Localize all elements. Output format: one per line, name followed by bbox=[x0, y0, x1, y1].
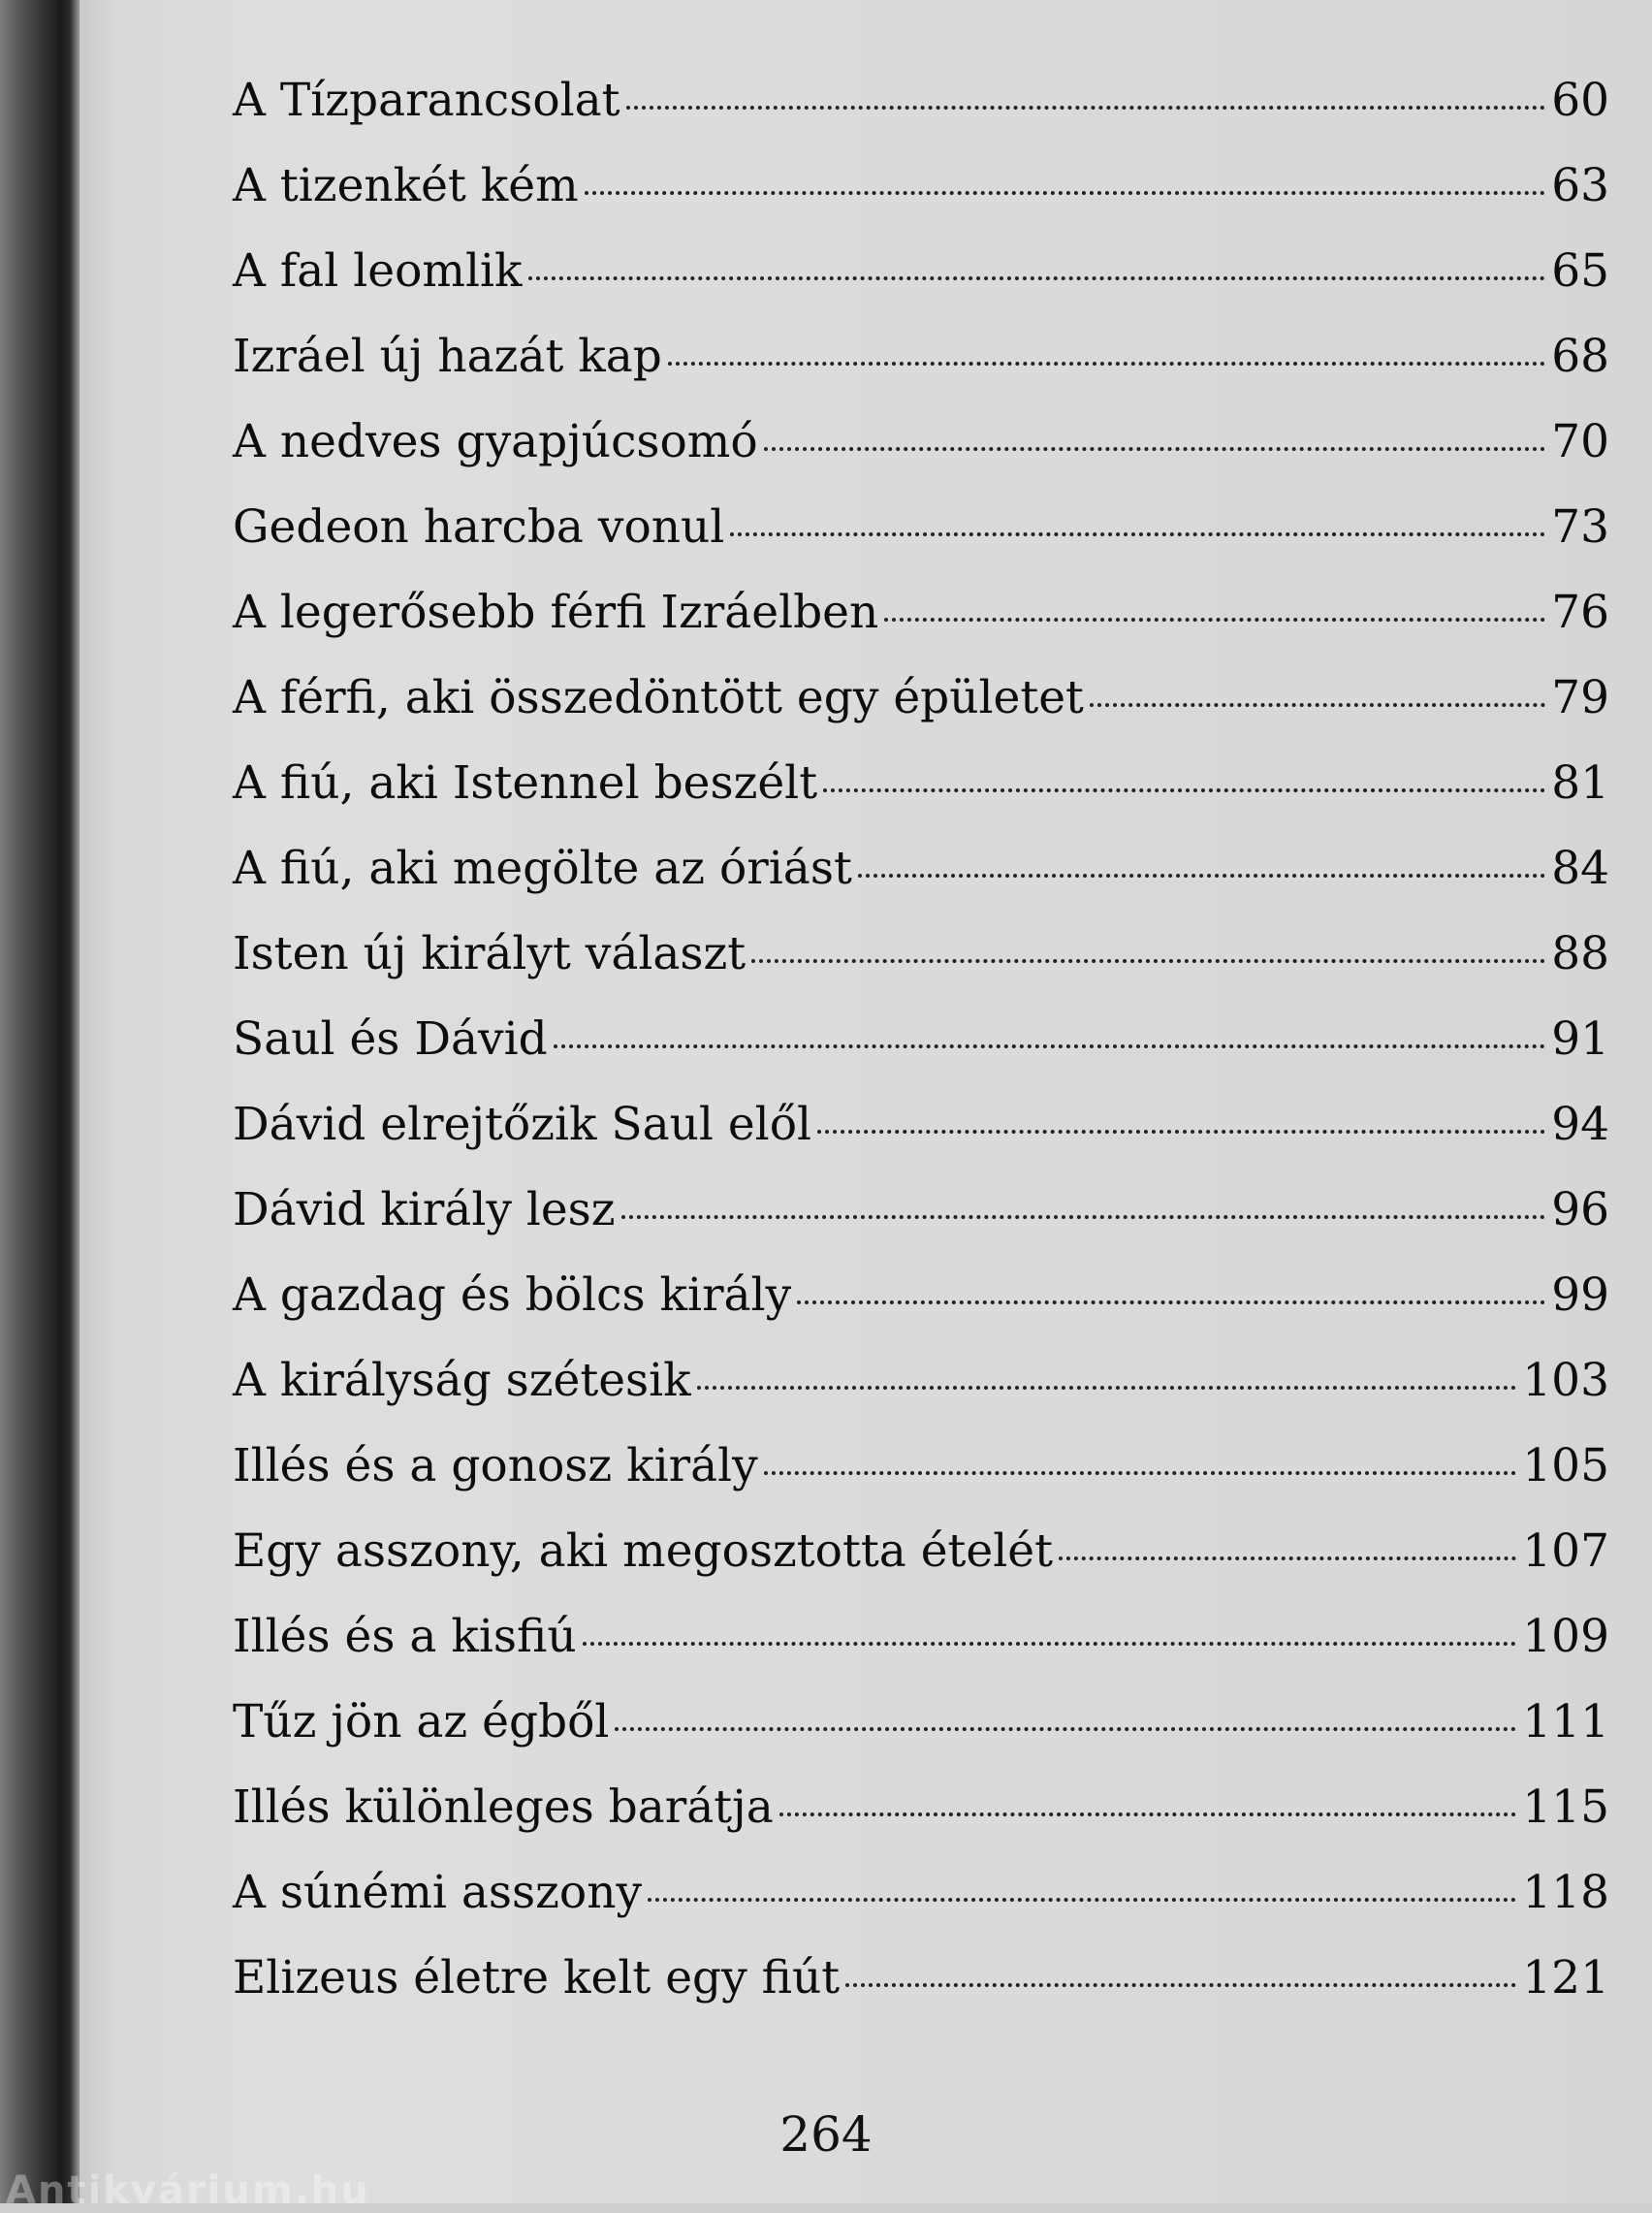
toc-entry-page: 91 bbox=[1551, 1012, 1609, 1066]
toc-dot-leader bbox=[764, 1471, 1517, 1475]
toc-entry bbox=[233, 927, 1609, 1012]
toc-entry-title: Isten új királyt választ bbox=[233, 927, 747, 980]
toc-dot-leader bbox=[845, 1983, 1516, 1987]
toc-entry-title: A Tízparancsolat bbox=[233, 74, 620, 127]
toc-dot-leader bbox=[554, 1044, 1545, 1048]
toc-entry bbox=[233, 159, 1609, 244]
toc-entry bbox=[233, 756, 1609, 842]
toc-entry bbox=[233, 586, 1609, 671]
toc-entry-page: 96 bbox=[1551, 1183, 1609, 1236]
toc-entry bbox=[233, 1439, 1609, 1524]
toc-dot-leader bbox=[648, 1898, 1516, 1902]
toc-entry-page: 79 bbox=[1551, 671, 1609, 724]
toc-entry-page: 68 bbox=[1551, 330, 1609, 383]
toc-dot-leader bbox=[884, 618, 1545, 622]
toc-entry bbox=[233, 415, 1609, 500]
toc-dot-leader bbox=[1090, 703, 1545, 707]
toc-entry-page: 73 bbox=[1551, 500, 1609, 554]
toc-entry-title: A gazdag és bölcs király bbox=[233, 1268, 792, 1322]
toc-entry-page: 63 bbox=[1551, 159, 1609, 212]
toc-entry bbox=[233, 1268, 1609, 1354]
toc-entry-page: 103 bbox=[1522, 1354, 1609, 1407]
toc-dot-leader bbox=[668, 362, 1545, 366]
toc-entry bbox=[233, 1610, 1609, 1695]
toc-entry bbox=[233, 1951, 1609, 2037]
toc-dot-leader bbox=[1059, 1556, 1516, 1560]
toc-entry bbox=[233, 1524, 1609, 1610]
toc-entry-title: A királyság szétesik bbox=[233, 1354, 691, 1407]
toc-entry-title: Dávid elrejtőzik Saul elől bbox=[233, 1098, 812, 1151]
toc-entry bbox=[233, 842, 1609, 927]
book-spine bbox=[0, 0, 79, 2203]
toc-entry-page: 65 bbox=[1551, 244, 1609, 298]
toc-dot-leader bbox=[858, 874, 1545, 878]
toc-entry-title: A fiú, aki megölte az óriást bbox=[233, 842, 852, 895]
toc-entry-title: Elizeus életre kelt egy fiút bbox=[233, 1951, 841, 2005]
toc-dot-leader bbox=[621, 1215, 1546, 1219]
toc-dot-leader bbox=[730, 532, 1545, 536]
toc-entry bbox=[233, 74, 1609, 159]
toc-entry-title: Gedeon harcba vonul bbox=[233, 500, 725, 554]
toc-entry-page: 76 bbox=[1551, 586, 1609, 639]
toc-entry-title: A nedves gyapjúcsomó bbox=[233, 415, 758, 468]
toc-entry-page: 109 bbox=[1522, 1610, 1609, 1663]
toc-entry-title: A férfi, aki összedöntött egy épületet bbox=[233, 671, 1084, 724]
toc-entry-title: Dávid király lesz bbox=[233, 1183, 616, 1236]
toc-entry bbox=[233, 671, 1609, 756]
toc-entry-title: Izráel új hazát kap bbox=[233, 330, 662, 383]
page-number: 264 bbox=[779, 2106, 873, 2163]
toc-dot-leader bbox=[615, 1727, 1516, 1731]
toc-entry bbox=[233, 1354, 1609, 1439]
toc-entry-page: 99 bbox=[1551, 1268, 1609, 1322]
toc-entry-title: Illés különleges barátja bbox=[233, 1780, 774, 1834]
toc-entry-title: A fiú, aki Istennel beszélt bbox=[233, 756, 818, 810]
toc-entry-page: 94 bbox=[1551, 1098, 1609, 1151]
toc-entry bbox=[233, 1866, 1609, 1951]
toc-entry bbox=[233, 244, 1609, 330]
toc-entry-page: 107 bbox=[1522, 1524, 1609, 1578]
toc-entry-title: Tűz jön az égből bbox=[233, 1695, 610, 1748]
toc-entry bbox=[233, 1183, 1609, 1268]
toc-dot-leader bbox=[797, 1300, 1545, 1304]
toc-entry-title: Illés és a gonosz király bbox=[233, 1439, 758, 1492]
toc-entry-page: 84 bbox=[1551, 842, 1609, 895]
toc-entry-page: 105 bbox=[1522, 1439, 1609, 1492]
toc-entry-title: A fal leomlik bbox=[233, 244, 523, 298]
toc-entry bbox=[233, 500, 1609, 586]
toc-dot-leader bbox=[583, 1642, 1517, 1646]
toc-dot-leader bbox=[626, 106, 1546, 110]
toc-entry-page: 115 bbox=[1522, 1780, 1609, 1834]
toc-entry-title: Egy asszony, aki megosztotta ételét bbox=[233, 1524, 1053, 1578]
toc-entry-title: Illés és a kisfiú bbox=[233, 1610, 577, 1663]
toc-entry bbox=[233, 1780, 1609, 1866]
toc-entry-title: A legerősebb férfi Izráelben bbox=[233, 586, 879, 639]
toc-entry bbox=[233, 1695, 1609, 1780]
toc-entry-page: 111 bbox=[1522, 1695, 1609, 1748]
toc-entry-title: A tizenkét kém bbox=[233, 159, 579, 212]
toc-dot-leader bbox=[779, 1812, 1517, 1816]
toc-dot-leader bbox=[764, 447, 1546, 451]
toc-entry bbox=[233, 1012, 1609, 1098]
toc-dot-leader bbox=[817, 1130, 1545, 1134]
toc-entry bbox=[233, 1098, 1609, 1183]
toc-entry-page: 81 bbox=[1551, 756, 1609, 810]
toc-entry-title: Saul és Dávid bbox=[233, 1012, 548, 1066]
toc-dot-leader bbox=[751, 959, 1545, 963]
toc-entry-title: A súnémi asszony bbox=[233, 1866, 643, 1919]
toc-entry bbox=[233, 330, 1609, 415]
table-of-contents bbox=[233, 74, 1609, 2037]
toc-dot-leader bbox=[697, 1386, 1517, 1390]
toc-dot-leader bbox=[528, 276, 1546, 280]
toc-entry-page: 60 bbox=[1551, 74, 1609, 127]
toc-entry-page: 88 bbox=[1551, 927, 1609, 980]
watermark: Antikvárium.hu bbox=[6, 2168, 370, 2213]
toc-entry-page: 118 bbox=[1522, 1866, 1609, 1919]
toc-dot-leader bbox=[585, 191, 1546, 195]
toc-dot-leader bbox=[823, 788, 1545, 792]
toc-entry-page: 121 bbox=[1522, 1951, 1609, 2005]
toc-entry-page: 70 bbox=[1551, 415, 1609, 468]
